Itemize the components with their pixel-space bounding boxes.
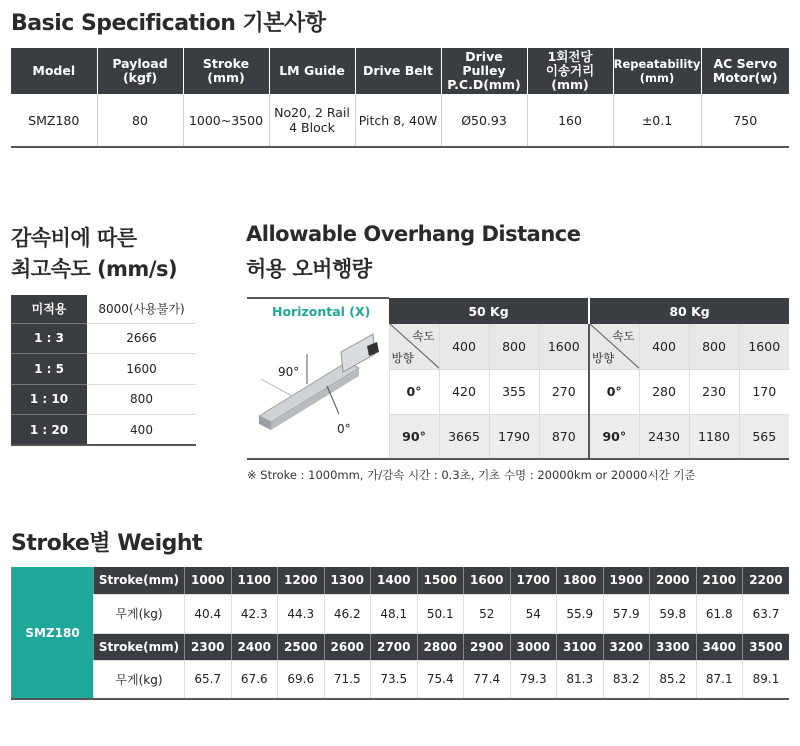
- stroke-value: 1800: [557, 567, 604, 594]
- speed-value: 400: [87, 415, 196, 446]
- load-80-header: 80 Kg: [589, 298, 789, 324]
- speed-ratio: 미적용: [11, 295, 87, 323]
- weight-value: 85.2: [650, 660, 697, 699]
- weight-value: 81.3: [557, 660, 604, 699]
- weight-value: 75.4: [417, 660, 464, 699]
- spec-header: AC Servo Motor(w): [701, 48, 789, 94]
- direction-90: 90°: [589, 414, 639, 459]
- weight-value: 79.3: [510, 660, 557, 699]
- weight-value: 44.3: [278, 594, 325, 633]
- stroke-value: 2600: [324, 633, 371, 660]
- overhang-title-line2: 허용 오버행량: [246, 257, 372, 281]
- spec-cell: ±0.1: [613, 94, 701, 147]
- spec-header: Repeatability (mm): [613, 48, 701, 94]
- spec-cell: Pitch 8, 40W: [355, 94, 441, 147]
- weight-value: 42.3: [231, 594, 278, 633]
- overhang-value: 270: [539, 369, 589, 414]
- spec-header: Model: [11, 48, 97, 94]
- angle-90-label: 90°: [278, 365, 300, 379]
- spec-cell: 160: [527, 94, 613, 147]
- direction-label: 방향: [391, 350, 414, 365]
- speed-row: [11, 295, 196, 323]
- stroke-value: 2800: [417, 633, 464, 660]
- speed-ratio: 1 : 20: [11, 415, 87, 446]
- stroke-value: 1600: [464, 567, 511, 594]
- speed-direction-header: [389, 324, 439, 369]
- stroke-value: 2300: [185, 633, 232, 660]
- load-50-header: 50 Kg: [389, 298, 589, 324]
- angle-0-label: 0°: [337, 422, 351, 436]
- weight-value: 40.4: [185, 594, 232, 633]
- stroke-value: 1400: [371, 567, 418, 594]
- spec-header: Drive Belt: [355, 48, 441, 94]
- weight-value: 57.9: [603, 594, 650, 633]
- direction-0: 0°: [389, 369, 439, 414]
- speed-header: 400: [439, 324, 489, 369]
- stroke-value: 1900: [603, 567, 650, 594]
- speed-table: [11, 295, 196, 446]
- weight-value: 52: [464, 594, 511, 633]
- weight-value: 61.8: [696, 594, 743, 633]
- stroke-value: 3500: [743, 633, 790, 660]
- actuator-diagram: [247, 324, 389, 459]
- speed-header: 1600: [739, 324, 789, 369]
- weight-table: [11, 567, 789, 700]
- spec-header: Drive Pulley P.C.D(mm): [441, 48, 527, 94]
- overhang-title-line1: Allowable Overhang Distance: [246, 222, 581, 246]
- weight-title: Stroke별 Weight: [11, 531, 203, 556]
- weight-row-1: [12, 594, 790, 633]
- spec-header-row: [11, 48, 789, 94]
- speed-ratio: 1 : 3: [11, 323, 87, 354]
- speed-value: 8000(사용불가): [87, 295, 196, 323]
- actuator-illustration: [247, 324, 389, 459]
- direction-0: 0°: [589, 369, 639, 414]
- stroke-value: 2200: [743, 567, 790, 594]
- stroke-value: 3100: [557, 633, 604, 660]
- weight-value: 89.1: [743, 660, 790, 699]
- stroke-value: 2900: [464, 633, 511, 660]
- stroke-value: 2000: [650, 567, 697, 594]
- overhang-note: ※ Stroke : 1000mm, 가/감속 시간 : 0.3초, 기초 수명 : 20000km or 20000시간 기준: [247, 468, 696, 482]
- weight-value: 55.9: [557, 594, 604, 633]
- speed-header: 1600: [539, 324, 589, 369]
- stroke-value: 2500: [278, 633, 325, 660]
- stroke-label: Stroke(mm): [94, 633, 185, 660]
- weight-value: 48.1: [371, 594, 418, 633]
- stroke-value: 3300: [650, 633, 697, 660]
- weight-value: 71.5: [324, 660, 371, 699]
- speed-value: 2666: [87, 323, 196, 354]
- speed-direction-header: [589, 324, 639, 369]
- speed-title-line1: 감속비에 따른: [11, 226, 137, 250]
- stroke-row-2: [12, 633, 790, 660]
- weight-value: 50.1: [417, 594, 464, 633]
- stroke-value: 1700: [510, 567, 557, 594]
- weight-label: 무게(kg): [94, 660, 185, 699]
- overhang-value: 1180: [689, 414, 739, 459]
- speed-row: [11, 354, 196, 385]
- weight-value: 87.1: [696, 660, 743, 699]
- spec-cell: Ø50.93: [441, 94, 527, 147]
- weight-value: 46.2: [324, 594, 371, 633]
- speed-header: 800: [489, 324, 539, 369]
- speed-row: [11, 323, 196, 354]
- overhang-value: 420: [439, 369, 489, 414]
- speed-header: 400: [639, 324, 689, 369]
- stroke-value: 2100: [696, 567, 743, 594]
- weight-value: 77.4: [464, 660, 511, 699]
- weight-value: 69.6: [278, 660, 325, 699]
- speed-value: 800: [87, 384, 196, 415]
- stroke-value: 3000: [510, 633, 557, 660]
- speed-ratio: 1 : 5: [11, 354, 87, 385]
- speed-row: [11, 415, 196, 446]
- stroke-value: 3200: [603, 633, 650, 660]
- model-label: SMZ180: [12, 567, 94, 699]
- speed-ratio: 1 : 10: [11, 384, 87, 415]
- stroke-value: 1200: [278, 567, 325, 594]
- spec-header: Payload (kgf): [97, 48, 183, 94]
- horizontal-label: Horizontal (X): [247, 298, 389, 324]
- spec-title: Basic Specification 기본사항: [11, 11, 326, 36]
- overhang-table: [247, 297, 789, 460]
- overhang-value: 2430: [639, 414, 689, 459]
- spec-cell: SMZ180: [11, 94, 97, 147]
- direction-label: 방향: [592, 350, 615, 365]
- spec-cell: No20, 2 Rail 4 Block: [269, 94, 355, 147]
- stroke-value: 1000: [185, 567, 232, 594]
- spec-header: LM Guide: [269, 48, 355, 94]
- overhang-value: 565: [739, 414, 789, 459]
- spec-table: [11, 48, 789, 148]
- overhang-speed-row: [247, 324, 789, 369]
- spec-data-row: [11, 94, 789, 147]
- weight-value: 63.7: [743, 594, 790, 633]
- stroke-value: 1500: [417, 567, 464, 594]
- weight-label: 무게(kg): [94, 594, 185, 633]
- weight-row-2: [12, 660, 790, 699]
- stroke-value: 2700: [371, 633, 418, 660]
- overhang-header-row: [247, 298, 789, 324]
- spec-cell: 1000~3500: [183, 94, 269, 147]
- weight-value: 67.6: [231, 660, 278, 699]
- overhang-value: 355: [489, 369, 539, 414]
- weight-value: 83.2: [603, 660, 650, 699]
- stroke-value: 1300: [324, 567, 371, 594]
- spec-cell: 80: [97, 94, 183, 147]
- direction-90: 90°: [389, 414, 439, 459]
- weight-value: 59.8: [650, 594, 697, 633]
- overhang-value: 1790: [489, 414, 539, 459]
- spec-header: 1회전당 이송거리(mm): [527, 48, 613, 94]
- stroke-value: 1100: [231, 567, 278, 594]
- speed-label: 속도: [412, 329, 435, 343]
- speed-value: 1600: [87, 354, 196, 385]
- weight-value: 54: [510, 594, 557, 633]
- speed-header: 800: [689, 324, 739, 369]
- speed-row: [11, 384, 196, 415]
- spec-cell: 750: [701, 94, 789, 147]
- weight-value: 73.5: [371, 660, 418, 699]
- overhang-value: 170: [739, 369, 789, 414]
- spec-header: Stroke (mm): [183, 48, 269, 94]
- speed-label: 속도: [612, 329, 635, 343]
- stroke-value: 2400: [231, 633, 278, 660]
- overhang-value: 230: [689, 369, 739, 414]
- stroke-value: 3400: [696, 633, 743, 660]
- weight-value: 65.7: [185, 660, 232, 699]
- stroke-row-1: [12, 567, 790, 594]
- overhang-value: 280: [639, 369, 689, 414]
- stroke-label: Stroke(mm): [94, 567, 185, 594]
- speed-title-line2: 최고속도 (mm/s): [11, 257, 178, 281]
- overhang-value: 870: [539, 414, 589, 459]
- overhang-value: 3665: [439, 414, 489, 459]
